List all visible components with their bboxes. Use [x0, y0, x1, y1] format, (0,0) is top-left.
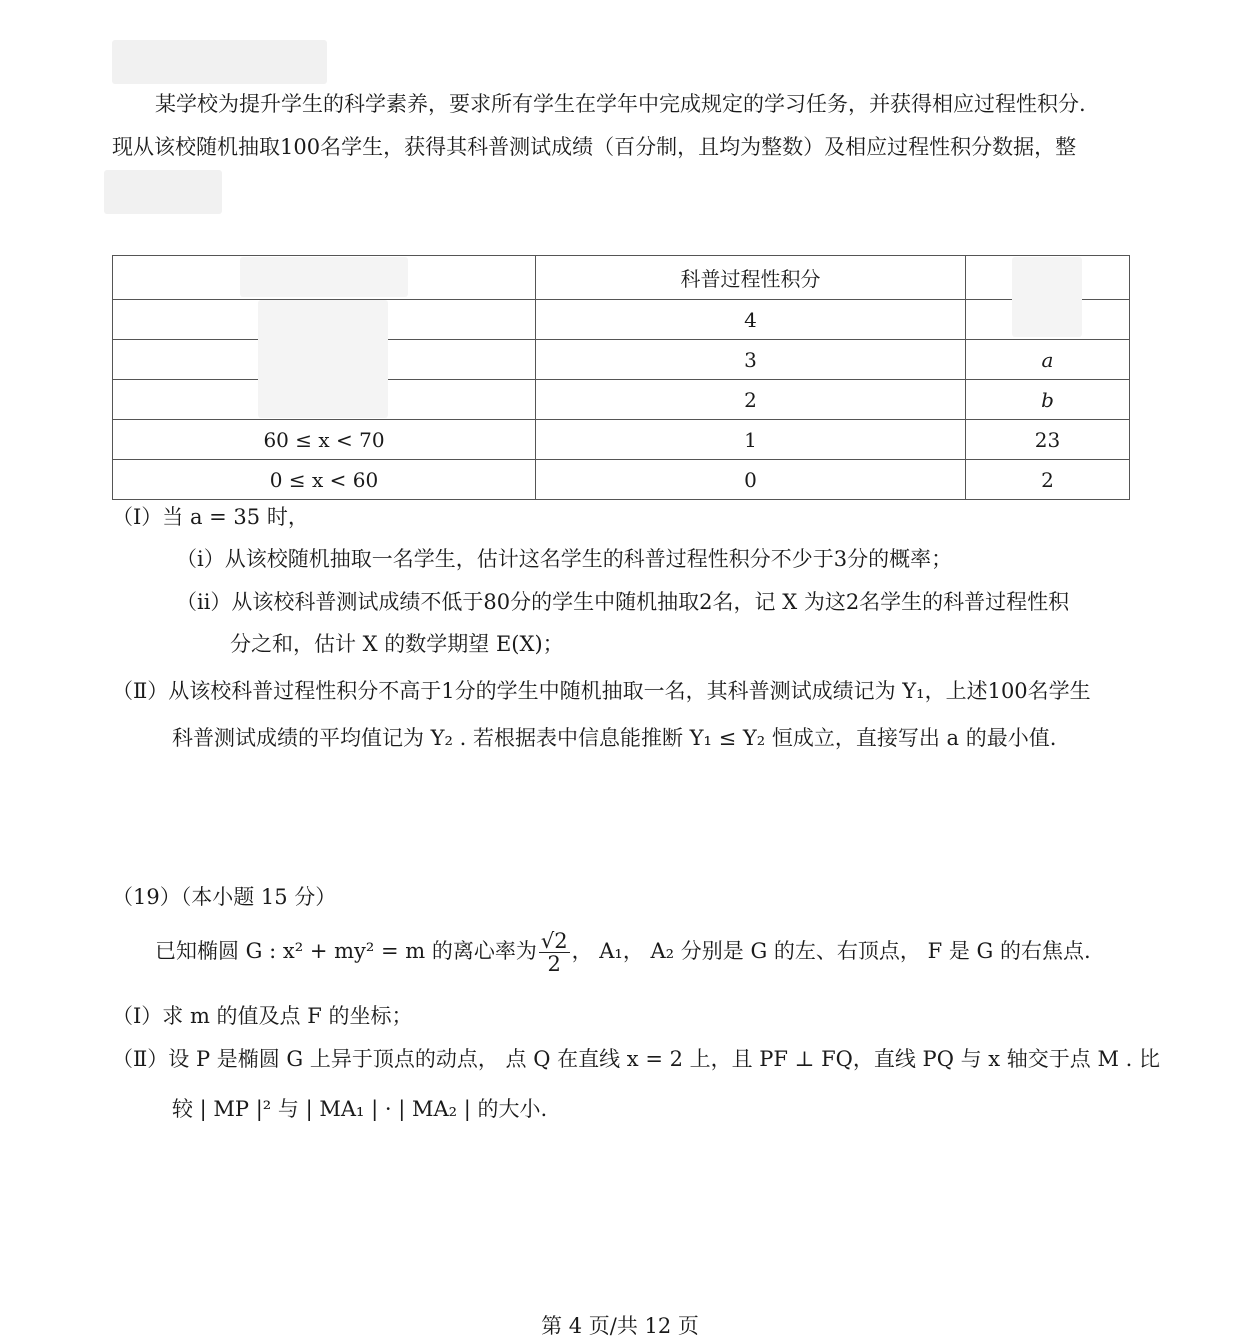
table-cell: 0 ≤ x < 60 — [113, 460, 536, 500]
eccentricity-fraction — [539, 930, 570, 975]
table-header-cell: 科普过程性积分 — [536, 256, 966, 300]
q18-part1-i: （ⅰ）从该校随机抽取一名学生，估计这名学生的科普过程性积分不少于3分的概率； — [176, 547, 953, 571]
table-cell: 2 — [536, 380, 966, 420]
fraction-denominator: 2 — [547, 952, 561, 977]
q18-part2-line2: 科普测试成绩的平均值记为 Y₂ . 若根据表中信息能推断 Y₁ ≤ Y₂ 恒成立，直接写出 a 的最小值. — [172, 726, 1057, 750]
faded-smudge — [1012, 257, 1082, 337]
faded-smudge — [258, 300, 388, 418]
page-footer: 第 4 页/共 12 页 — [541, 1314, 699, 1338]
intro-line-1: 某学校为提升学生的科学素养，要求所有学生在学年中完成规定的学习任务，并获得相应过程性积分. — [155, 92, 1086, 116]
q19-title: （19）（本小题 15 分） — [112, 885, 337, 909]
table-cell: 2 — [966, 460, 1130, 500]
q18-part1-head: （Ⅰ）当 a = 35 时， — [112, 505, 309, 529]
q19-stem-part-a: 已知椭圆 G : x² + my² = m 的离心率为 — [155, 939, 537, 964]
table-cell: 23 — [966, 420, 1130, 460]
q18-part1-ii-line2: 分之和，估计 X 的数学期望 E(X)； — [230, 632, 564, 656]
table-cell: a — [966, 340, 1130, 380]
q19-part2-line2: 较 | MP |² 与 | MA₁ | · | MA₂ | 的大小. — [172, 1097, 548, 1121]
q19-stem — [155, 930, 1091, 975]
table-cell: 0 — [536, 460, 966, 500]
table-cell: 3 — [536, 340, 966, 380]
table-cell: 60 ≤ x < 70 — [113, 420, 536, 460]
fraction-numerator: √2 — [540, 929, 568, 953]
table-cell: b — [966, 380, 1130, 420]
q18-part2-line1: （Ⅱ）从该校科普过程性积分不高于1分的学生中随机抽取一名，其科普测试成绩记为 Y₁，上述100名学生 — [112, 679, 1091, 703]
intro-line-2: 现从该校随机抽取100名学生，获得其科普测试成绩（百分制，且均为整数）及相应过程性积分数据，整 — [112, 135, 1077, 159]
q18-part1-ii-line1: （ⅱ）从该校科普测试成绩不低于80分的学生中随机抽取2名，记 X 为这2名学生的科普过程性积 — [176, 590, 1070, 614]
table-row — [113, 460, 1130, 500]
table-cell: 4 — [536, 300, 966, 340]
faded-smudge — [112, 40, 327, 84]
q19-stem-part-b: ， A₁， A₂ 分别是 G 的左、右顶点， F 是 G 的右焦点. — [571, 939, 1091, 964]
q19-part1: （Ⅰ）求 m 的值及点 F 的坐标； — [112, 1004, 413, 1028]
q19-part2-line1: （Ⅱ）设 P 是椭圆 G 上异于顶点的动点， 点 Q 在直线 x = 2 上，且 PF ⊥ FQ，直线 PQ 与 x 轴交于点 M . 比 — [112, 1047, 1160, 1071]
table-cell: 1 — [536, 420, 966, 460]
faded-smudge — [240, 257, 408, 297]
faded-smudge — [104, 170, 222, 214]
table-row — [113, 420, 1130, 460]
